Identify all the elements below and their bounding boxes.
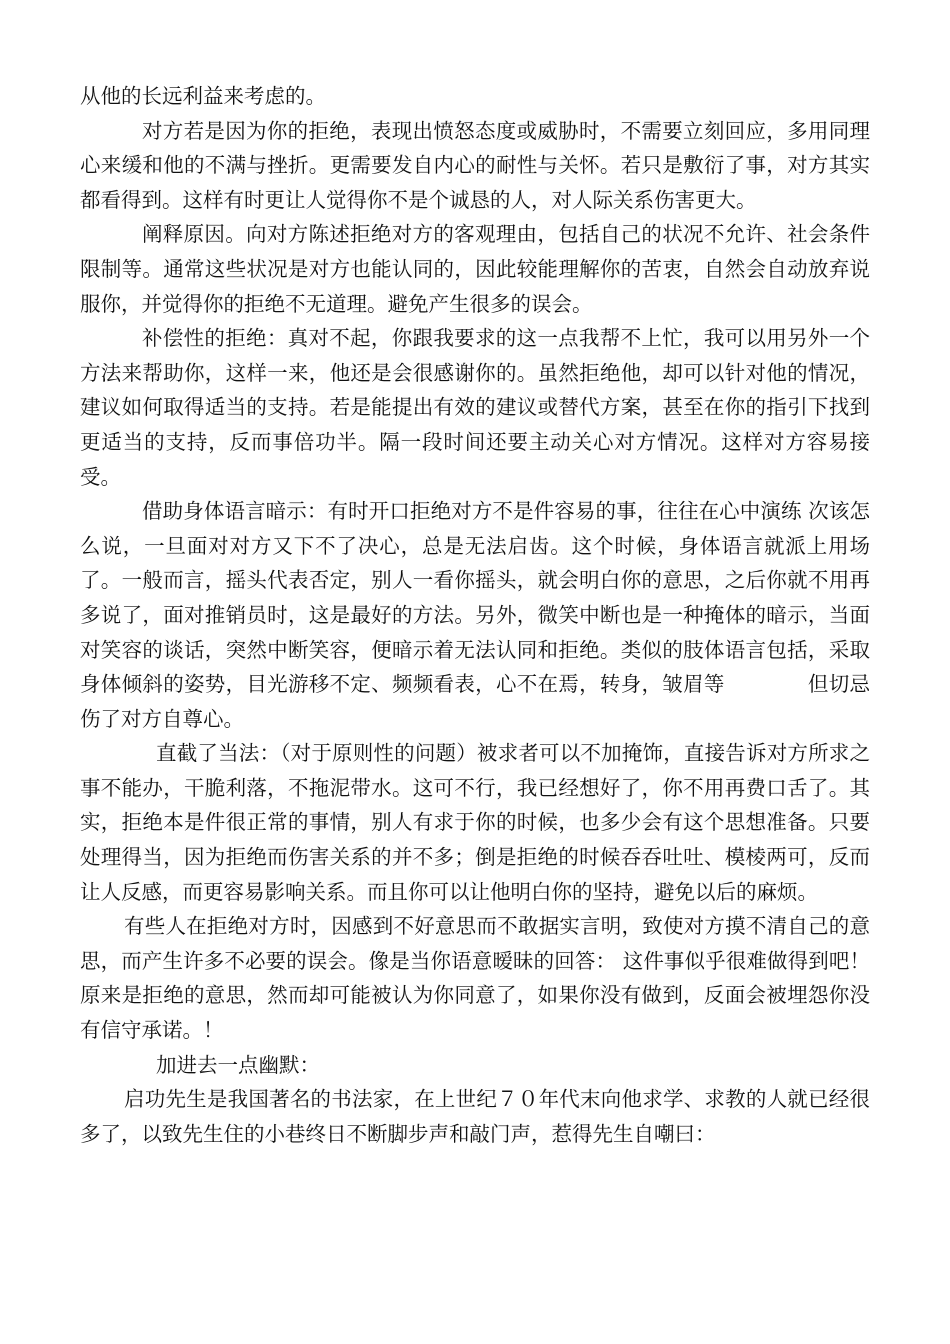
paragraph-3: 阐释原因。向对方陈述拒绝对方的客观理由，包括自己的状况不允许、社会条件限制等。通常这些状况是对方也能认同的，因此较能理解你的苦衷，自然会自动放弃说服你，并觉得你的拒绝不无道理。避免产生很多的误会。 — [80, 222, 870, 316]
paragraph-6: 直截了当法：（对于原则性的问题）被求者可以不加掩饰，直接告诉对方所求之事不能办，干脆利落，不拖泥带水。这可不行，我已经想好了，你不用再费口舌了。其实，拒绝本是件很正常的事情，别人有求于你的时候，也多少会有这个思想准备。只要处理得当，因为拒绝而伤害关系的并不多；倒是拒绝的时候吞吞吐吐、模棱两可，反而让人反感，而更容易影响关系。而且你可以让他明白你的坚持，避免以后的麻烦。 — [80, 741, 870, 904]
paragraph-9: 启功先生是我国著名的书法家，在上世纪７０年代末向他求学、求教的人就已经很多了，以致先生住的小巷终日不断脚步声和敲门声，惹得先生自嘲曰： — [80, 1087, 870, 1146]
paragraph-4: 补偿性的拒绝：真对不起，你跟我要求的这一点我帮不上忙，我可以用另外一个方法来帮助你，这样一来，他还是会很感谢你的。虽然拒绝他，却可以针对他的情况，建议如何取得适当的支持。若是能提出有效的建议或替代方案，甚至在你的指引下找到更适当的支持，反而事倍功半。隔一段时间还要主动关心对方情况。这样对方容易接受。 — [80, 326, 870, 489]
document-page — [80, 79, 870, 1151]
paragraph-1: 从他的长远利益来考虑的。 — [80, 84, 326, 108]
paragraph-2: 对方若是因为你的拒绝，表现出愤怒态度或威胁时，不需要立刻回应，多用同理心来缓和他的不满与挫折。更需要发自内心的耐性与关怀。若只是敷衍了事，对方其实都看得到。这样有时更让人觉得你不是个诚恳的人，对人际关系伤害更大。 — [80, 118, 870, 212]
paragraph-5: 借助身体语言暗示：有时开口拒绝对方不是件容易的事，往往在心中演练 次该怎么说，一旦面对对方又下不了决心，总是无法启齿。这个时候，身体语言就派上用场了。一般而言，摇头代表否定，别人一看你摇头，就会明白你的意思，之后你就不用再多说了，面对推销员时，这是最好的方法。另外，微笑中断也是一种掩体的暗示，当面对笑容的谈话，突然中断笑容，便暗示着无法认同和拒绝。类似的肢体语言包括，采取身体倾斜的姿势，目光游移不定、频频看表，心不在焉，转身，皱眉等 但切忌伤了对方自尊心。 — [80, 499, 870, 731]
paragraph-7: 有些人在拒绝对方时，因感到不好意思而不敢据实言明，致使对方摸不清自己的意思，而产生许多不必要的误会。像是当你语意暧昧的回答： 这件事似乎很难做得到吧！ 原来是拒绝的意思，然而却可能被认为你同意了，如果你没有做到，反面会被埋怨你没有信守承诺。！ — [80, 914, 870, 1043]
paragraph-8: 加进去一点幽默： — [156, 1052, 320, 1077]
